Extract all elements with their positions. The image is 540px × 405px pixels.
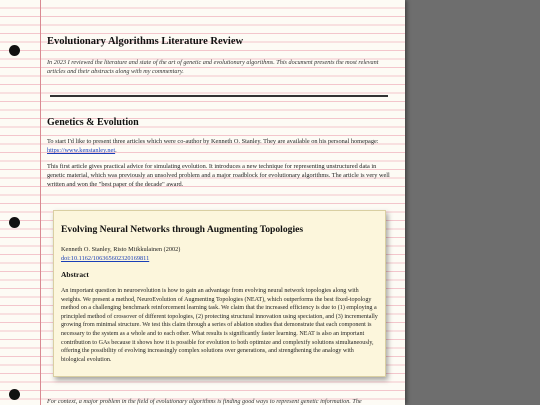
- article-authors: Kenneth O. Stanley, Risto Miikkulainen (2002): [61, 246, 181, 253]
- homepage-link[interactable]: https://www.kenstanley.net: [47, 147, 116, 154]
- paragraph-intro: [47, 137, 392, 155]
- binder-hole: [9, 45, 20, 56]
- section-heading: Genetics & Evolution: [47, 117, 139, 128]
- document-title: Evolutionary Algorithms Literature Review: [47, 36, 244, 47]
- binder-hole: [9, 389, 20, 400]
- paragraph-commentary: This first article gives practical advice for simulating evolution. It introduces a new technique for representing unstructured data in genetic material, which was previously an unsolved problem and a major roadblock for evolutionary algorithms. The article is very well written and won the "best paper of the decade" award.: [47, 163, 390, 188]
- document-intro: In 2023 I reviewed the literature and state of the art of genetic and evolutionary algorithms. This document presents the most relevant articles and their abstracts along with my commentary.: [47, 59, 379, 75]
- binder-hole: [9, 217, 20, 228]
- paragraph-end: .: [115, 147, 117, 154]
- margin-line: [40, 0, 41, 405]
- horizontal-rule: [50, 95, 388, 97]
- article-card: [53, 210, 386, 377]
- article-title: Evolving Neural Networks through Augmenting Topologies: [61, 224, 304, 235]
- paragraph-text: To start I'd like to present three articles which were co-author by Kenneth O. Stanley. They are available on his personal homepage:: [47, 138, 379, 145]
- article-doi: [61, 255, 149, 262]
- abstract-text: An important question in neuroevolution is how to gain an advantage from evolving neural network topologies along with weights. We present a method, NeuroEvolution of Augmenting Topologies (NEAT), which outperforms the best fixed-topology method on a challenging benchmark reinforcement learning task. We claim that the increased efficiency is due to (1) employing a principled method of crossover of different topologies, (2) protecting structural innovation using speciation, and (3) incrementally growing from minimal structure. We test this claim through a series of ablation studies that demonstrate that each component is necessary to the system as a whole and to each other. What results is significantly faster learning. NEAT is also an important contribution to GAs because it shows how it is possible for evolution to both optimize and complexify solutions simultaneously, offering the possibility of evolving increasingly complex solutions over generations, and strengthening the analogy with biological evolution.: [61, 288, 378, 363]
- continuation-text: For context, a major problem in the field of evolutionary algorithms is finding good ways to represent genetic information. The: [47, 398, 362, 405]
- abstract-heading: Abstract: [61, 270, 89, 279]
- doi-link[interactable]: doi:10.1162/106365602320169811: [61, 255, 150, 262]
